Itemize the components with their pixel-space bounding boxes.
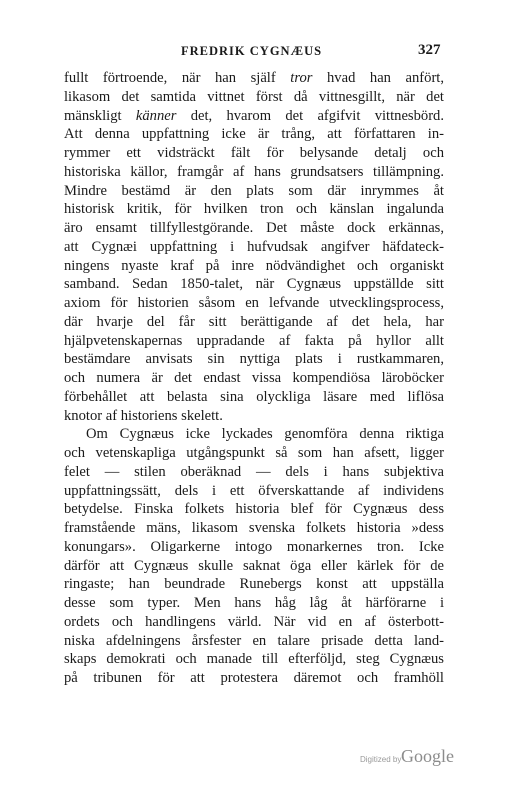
italic-word: känner [135,107,177,124]
digitized-by-text: Digitized by [360,755,402,764]
text-line: bestämdare anvisats sin nyttiga plats i rustkammaren, [64,351,444,368]
text-line: rymmer ett vidsträckt fält för belysande detalj och [64,145,444,161]
text-line: konungars». Oligarkerne intogo monarkernes tron. Icke [64,538,444,555]
text-line: och vetenskapliga utgångspunkt så som han afsett, ligger [64,445,444,461]
text-line: äro ensamt tillfyllestgörande. Det måste dock erkännas, [64,220,444,236]
running-title: FREDRIK CYGNÆUS [181,44,323,58]
text-line: samband. Sedan 1850-talet, när Cygnæus uppställde sitt [64,276,444,293]
digitized-watermark [360,746,480,768]
text-line: betydelse. Finska folkets historia blef för Cygnæus dess [64,501,444,518]
text-run: hvad han anfört, [327,70,445,86]
italic-word: tror [290,70,313,86]
text-line: framstående mäns, likasom svenska folkets historia »dess [64,520,444,536]
text-run: det, hvarom det afgifvit vittnesbörd. [190,107,445,124]
text-line: skaps demokrati och manade till efterföljd, steg Cygnæus [64,651,444,668]
page-number: 327 [418,42,441,58]
text-line [64,69,444,88]
running-head [0,44,520,64]
text-line: knotor af historiens skelett. [64,407,223,424]
text-line: Om Cygnæus icke lyckades genomföra denna riktiga [86,426,444,443]
text-line: historiska källor, framgår af hans grundsatsers tillämpning. [64,163,444,180]
text-line: Att denna uppfattning icke är trång, att författaren in- [64,126,444,143]
text-line: där hvarje del får sitt berättigande af det hela, har [64,313,444,330]
text-line: därför att Cygnæus skulle saknat öga eller kärlek för de [64,557,444,574]
text-line [64,107,444,126]
body-text [64,69,444,688]
text-line: ordets och handlingens värld. När vid en af österbott- [64,613,444,630]
text-line: på tribunen för att protestera däremot och framhöll [64,670,444,686]
text-line: desse som typer. Men hans håg låg åt härförarne i [64,595,444,611]
google-logo: Google [401,746,454,766]
text-line: ringaste; han beundrade Runebergs konst att uppställa [64,576,444,593]
text-line: felet — stilen oberäknad — dels i hans subjektiva [64,463,444,480]
text-line: likasom det samtida vittnet först då vittnesgillt, när det [64,88,444,105]
text-line: förbehållet att belasta sina olyckliga läsare med liflösa [64,388,444,405]
text-run: fullt förtroende, när han själf [64,70,276,86]
text-line: historisk kritik, för hvilken tron och känslan ingalunda [64,201,444,218]
text-line: ningens nyaste kraf på inre nödvändighet och organiskt [64,257,444,274]
text-line: niska afdelningens årsfester en talare prisade detta land- [64,632,444,649]
text-line: och numera är det endast vissa kompendiösa läroböcker [64,370,444,386]
text-line: axiom för historien såsom en lefvande utvecklingsprocess, [64,295,444,311]
text-line: Mindre bestämd är den plats som där inrymmes åt [64,182,444,199]
text-line: uppfattningssätt, dels i ett öfverskattande af individens [64,482,444,499]
text-line: att Cygnæi uppfattning i hufvudsak angifver häfdateck- [64,238,444,255]
text-run: mänskligt [64,107,122,124]
text-line: hjälpvetenskapernas uppradande af fakta på hyllor allt [64,332,444,349]
